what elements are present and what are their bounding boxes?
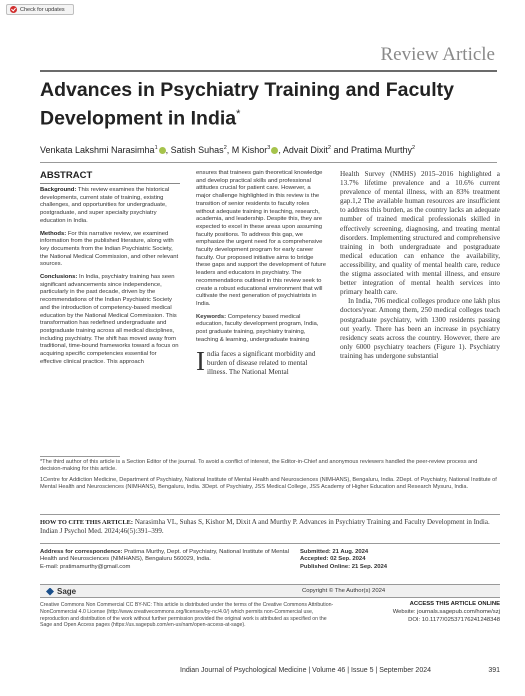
correspondence: Address for correspondence: Pratima Murthy, Dept. of Psychiatry, National Institute of Mental Health and Neurosciences (NIMHANS), Bengaluru 560029, India. E-mail: pratimamurthy@gmail.com (40, 549, 289, 570)
published-date: Published Online: 21 Sep. 2024 (300, 563, 388, 570)
check-icon (10, 6, 17, 13)
drop-cap: I (196, 346, 205, 377)
author-name: Advait Dixit (282, 145, 328, 155)
author-name: M Kishor (231, 145, 268, 155)
title-text: Advances in Psychiatry Training and Faculty Development in India (40, 79, 454, 130)
access-heading: ACCESS THIS ARTICLE ONLINE (409, 601, 500, 607)
sage-logo: Sage (46, 587, 76, 596)
check-for-updates-badge[interactable] (6, 4, 74, 15)
accepted-date: Accepted: 02 Sep. 2024 (300, 556, 366, 563)
email-link[interactable]: pratimamurthy@gmail.com (59, 563, 131, 570)
citation-label: HOW TO CITE THIS ARTICLE: (40, 519, 134, 526)
abstract-column (40, 170, 180, 371)
publisher-bar (40, 584, 500, 598)
article-title (40, 78, 480, 131)
body-column (340, 170, 500, 361)
article-dates (300, 549, 500, 571)
sage-icon (46, 588, 54, 596)
orcid-icon[interactable] (159, 147, 166, 154)
license-text: Creative Commons Non Commercial CC BY-NC: This article is distributed under the terms of the Creative Commons Attribution- NonCommercial 4.0 License (http://www.creativecommons.org/licenses/by-nc/4.0/) which permits non-Commercial use, reproduction and distribution of the work without further permission provided the original work is attributed as specified on the Sage and Open Access pages (https://us.sagepub.com/en-us/nam/open-access-at-sage). (40, 602, 334, 629)
author-name: Satish Suhas (170, 145, 224, 155)
keywords: Keywords: Competency based medical education, faculty development program, India, post graduate training, psychiatry training, teaching & learning, undergraduate training (196, 313, 319, 343)
citation-box (40, 514, 500, 544)
copyright: Copyright © The Author(s) 2024 (302, 588, 386, 594)
author-rule (40, 162, 497, 163)
abstract-conclusions: Conclusions: In India, psychiatry training has seen significant advancements since independence, particularly in the past decade, driven by the recommendations of the Indian Psychiatric Society and the introduction of competency-based medical education by the National Medical Commission. This transformation has redefined undergraduate and postgraduate training across all medical disciplines, including psychiatry. The shift has moved away from traditional, time-bound frameworks toward a focus on acquiring specific competencies essential for effective clinical practice. This approach (40, 274, 179, 365)
footnote-rule (40, 456, 120, 457)
check-for-updates-label: Check for updates (20, 6, 65, 13)
page-number: 391 (488, 667, 500, 674)
header-rule (40, 70, 497, 72)
author-name: Pratima Murthy (350, 145, 412, 155)
body-paragraph: Health Survey (NMHS) 2015–2016 highlighted a 13.7% lifetime prevalence and a 10.6% current prevalence of mental illness, with an 83% treatment gap.1,2 The available human resources are insufficient to address this burden, as the country lacks an adequate number of trained medical professionals skilled in effectively screening, diagnosing, and treating mental disorders. Implementing structured and comprehensive training in both undergraduate and postgraduate medical education can enhance the availability, accessibility, and quality of mental health care, reduce the stigma associated with mental illness, and ensure better integration of mental health services into primary health care. (340, 170, 500, 297)
article-type: Review Article (380, 44, 495, 65)
doi-link[interactable]: DOI: 10.1177/02537176241248348 (408, 616, 500, 623)
abstract-methods: Methods: For this narrative review, we examined information from the published literature, along with key documents from the Indian Psychiatric Society, the National Medical Commission, and other relevant sources. (40, 230, 179, 268)
body-paragraph: In India, 706 medical colleges produce one lakh plus doctors/year. Among them, 250 medical colleges teach postgraduate psychiatry, with 1300 residents passing out yearly. There has been an increase in psychiatry residency seats across the country. However, there are only 6000 psychiatry teachers (Figure 1). Psychiatry training has undergone substantial (340, 297, 500, 360)
footnote-star: *The third author of this article is a Section Editor of the journal. To avoid a conflict of interest, the Editor-in-Chief and anonymous reviewers handled the peer-review process and decision-making for this article. (40, 459, 478, 473)
abstract-background: Background: This review examines the historical developments, current state of training, existing challenges, and opportunities for undergraduate, postgraduate, and super specialty psychiatry education in India. (40, 187, 170, 224)
author-name: Venkata Lakshmi Narasimha (40, 145, 155, 155)
footnote-affiliations: 1Centre for Addiction Medicine, Department of Psychiatry, National Institute of Mental Health and Neurosciences (NIMHANS), Bengaluru, India. 2Dept. of Psychiatry, National Institute of Mental Health and Neurosciences (NIMHANS), Bengaluru, India. 3Dept. of Psychiatry, JSS Medical College, JSS Academy of Higher Education and Research Mysuru, India. (40, 477, 497, 491)
author-list: Venkata Lakshmi Narasimha$^1$ , Satish Suhas$^2$, M Kishor$^3$ , Advait Dixit$^2$ and Pratima Murthy$^2$ (40, 145, 416, 155)
access-online (342, 601, 500, 624)
abstract-continued: ensures that trainees gain theoretical knowledge and develop practical skills and professional attitudes crucial for patient care. However, a major challenge highlighted in this review is the transition of senior residents to faculty roles without adequate training in teaching, research, academia, and leadership. Despite this, they are expected to excel in these areas upon assuming faculty positions. To address this gap, we emphasize the urgent need for a comprehensive faculty development program for early career faculty. Our proposed initiative aims to bridge these gaps and support the development of future leaders and educators in psychiatry. The recommendations outlined in this review seek to create a robust educational environment that will cultivate the next generation of psychiatrists in India. (196, 170, 327, 307)
citation-text: Narasimha VL, Suhas S, Kishor M, Dixit A and Murthy P. Advances in Psychiatry Training and Faculty Development in India. Indian J Psychol Med. 2024;46(5):391–399. (40, 518, 490, 535)
journal-footer: Indian Journal of Psychological Medicine | Volume 46 | Issue 5 | September 2024 (180, 667, 431, 674)
abstract-heading: ABSTRACT (40, 170, 180, 184)
title-mark: * (236, 108, 241, 120)
submitted-date: Submitted: 21 Aug. 2024 (300, 549, 369, 555)
orcid-icon[interactable] (271, 147, 278, 154)
abstract-continued-column (196, 170, 326, 377)
introduction-start: India faces a significant morbidity and burden of disease related to mental illness. The National Mental (196, 346, 316, 377)
website-link[interactable]: Website: journals.sagepub.com/home/szj (392, 608, 500, 615)
